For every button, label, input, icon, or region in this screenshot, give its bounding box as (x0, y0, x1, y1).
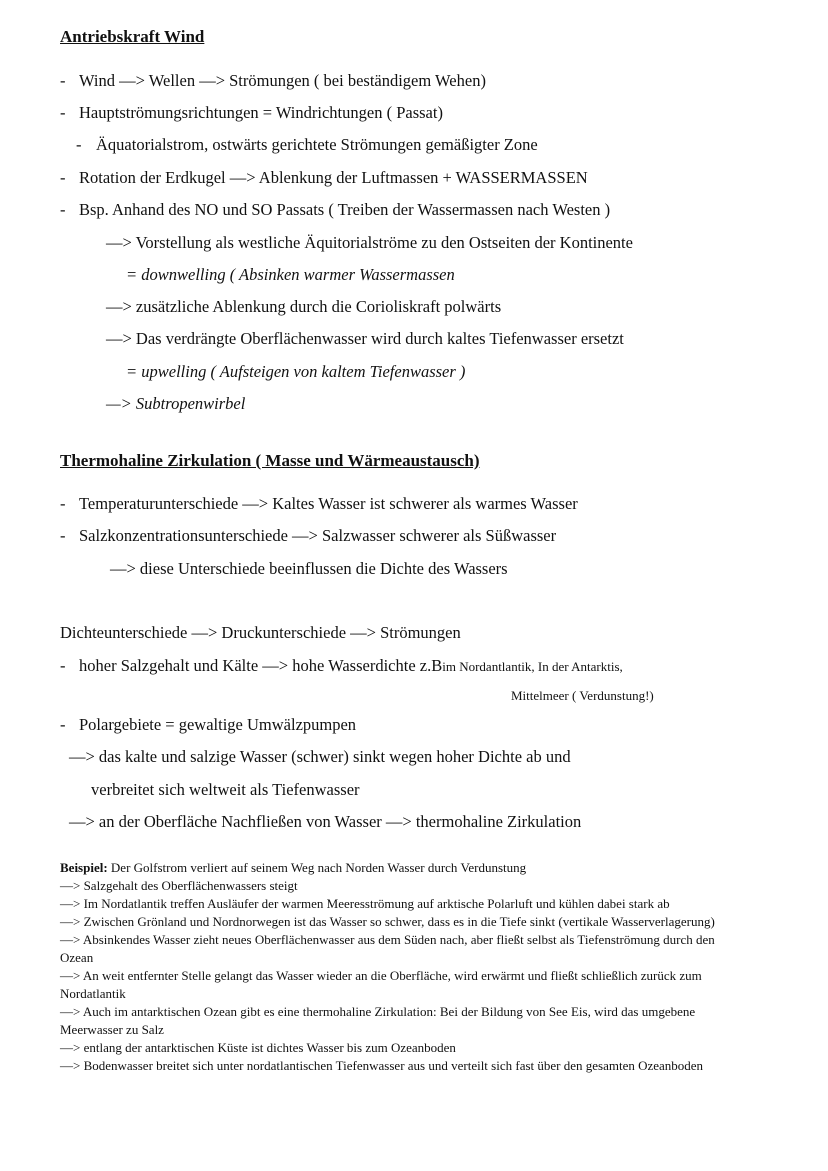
text-line: verbreitet sich weltweit als Tiefenwasser (91, 780, 360, 799)
text-line: Mittelmeer ( Verdunstung!) (511, 688, 654, 703)
example-line: —> Absinkendes Wasser zieht neues Oberflächenwasser aus dem Süden nach, aber fließt selbst als Tiefenströmung durch den (60, 932, 715, 947)
example-line: —> Zwischen Grönland und Nordnorwegen ist das Wasser so schwer, dass es in die Tiefe sinkt (vertikale Wasserverlagerung) (60, 914, 715, 929)
example-line (60, 860, 526, 876)
text-line: = downwelling ( Absinken warmer Wassermassen (126, 265, 455, 284)
example-line: —> Salzgehalt des Oberflächenwassers steigt (60, 878, 298, 893)
text-line: Polargebiete = gewaltige Umwälzpumpen (79, 715, 357, 734)
text-line: —> zusätzliche Ablenkung durch die Corioliskraft polwärts (106, 297, 502, 316)
example-first: Der Golfstrom verliert auf seinem Weg nach Norden Wasser durch Verdunstung (107, 860, 527, 875)
example-line: Nordatlantik (60, 986, 126, 1001)
text-line: —> das kalte und salzige Wasser (schwer) sinkt wegen hoher Dichte ab und (69, 747, 571, 766)
text-line: —> Das verdrängte Oberflächenwasser wird durch kaltes Tiefenwasser ersetzt (106, 329, 624, 348)
example-line: —> An weit entfernter Stelle gelangt das Wasser wieder an die Oberfläche, wird erwärmt und fließt schließlich zurück zum (60, 968, 702, 983)
example-line: —> entlang der antarktischen Küste ist dichtes Wasser bis zum Ozeanboden (60, 1040, 456, 1055)
text-line: —> an der Oberfläche Nachfließen von Wasser —> thermohaline Zirkulation (69, 812, 582, 831)
bullet-dash: - (60, 200, 66, 219)
text-line: Dichteunterschiede —> Druckunterschiede —> Strömungen (60, 623, 461, 642)
bullet-dash: - (60, 526, 66, 545)
text-line: —> diese Unterschiede beeinflussen die Dichte des Wassers (110, 559, 508, 578)
example-line: Meerwasser zu Salz (60, 1022, 164, 1037)
section-title-thermohaline: Thermohaline Zirkulation ( Masse und Wärmeaustausch) (60, 451, 480, 470)
text-line: Temperaturunterschiede —> Kaltes Wasser ist schwerer als warmes Wasser (79, 494, 578, 513)
text-span: hoher Salzgehalt und Kälte —> hohe Wasserdichte z.B (79, 656, 443, 675)
text-line: —> Subtropenwirbel (106, 394, 246, 413)
bullet-dash: - (60, 71, 66, 90)
bullet-dash: - (60, 715, 66, 734)
text-span-small: im Nordantlantik, In der Antarktis, (442, 659, 623, 674)
section-title-wind: Antriebskraft Wind (60, 27, 205, 46)
bullet-dash: - (60, 656, 66, 675)
text-line: = upwelling ( Aufsteigen von kaltem Tiefenwasser ) (126, 362, 466, 381)
bullet-dash: - (60, 494, 66, 513)
text-line: Äquatorialstrom, ostwärts gerichtete Strömungen gemäßigter Zone (96, 135, 538, 154)
example-label: Beispiel: (60, 860, 108, 875)
text-line (79, 656, 623, 676)
example-line: Ozean (60, 950, 94, 965)
bullet-dash: - (60, 168, 66, 187)
example-line: —> Bodenwasser breitet sich unter nordatlantischen Tiefenwasser aus und verteilt sich fast über den gesamten Ozeanboden (60, 1058, 704, 1073)
example-line: —> Im Nordatlantik treffen Ausläufer der warmen Meeresströmung auf arktische Polarluft und kühlen dabei stark ab (60, 896, 670, 911)
text-line: Rotation der Erdkugel —> Ablenkung der Luftmassen + WASSERMASSEN (79, 168, 588, 187)
text-line: Bsp. Anhand des NO und SO Passats ( Treiben der Wassermassen nach Westen ) (79, 200, 611, 219)
bullet-dash: - (76, 135, 82, 154)
text-line: Salzkonzentrationsunterschiede —> Salzwasser schwerer als Süßwasser (79, 526, 557, 545)
text-line: Hauptströmungsrichtungen = Windrichtungen ( Passat) (79, 103, 443, 122)
text-line: —> Vorstellung als westliche Äquitorialströme zu den Ostseiten der Kontinente (106, 233, 633, 252)
bullet-dash: - (60, 103, 66, 122)
text-line: Wind —> Wellen —> Strömungen ( bei beständigem Wehen) (79, 71, 486, 90)
example-line: —> Auch im antarktischen Ozean gibt es eine thermohaline Zirkulation: Bei der Bildung von See Eis, wird das umgebene (60, 1004, 696, 1019)
